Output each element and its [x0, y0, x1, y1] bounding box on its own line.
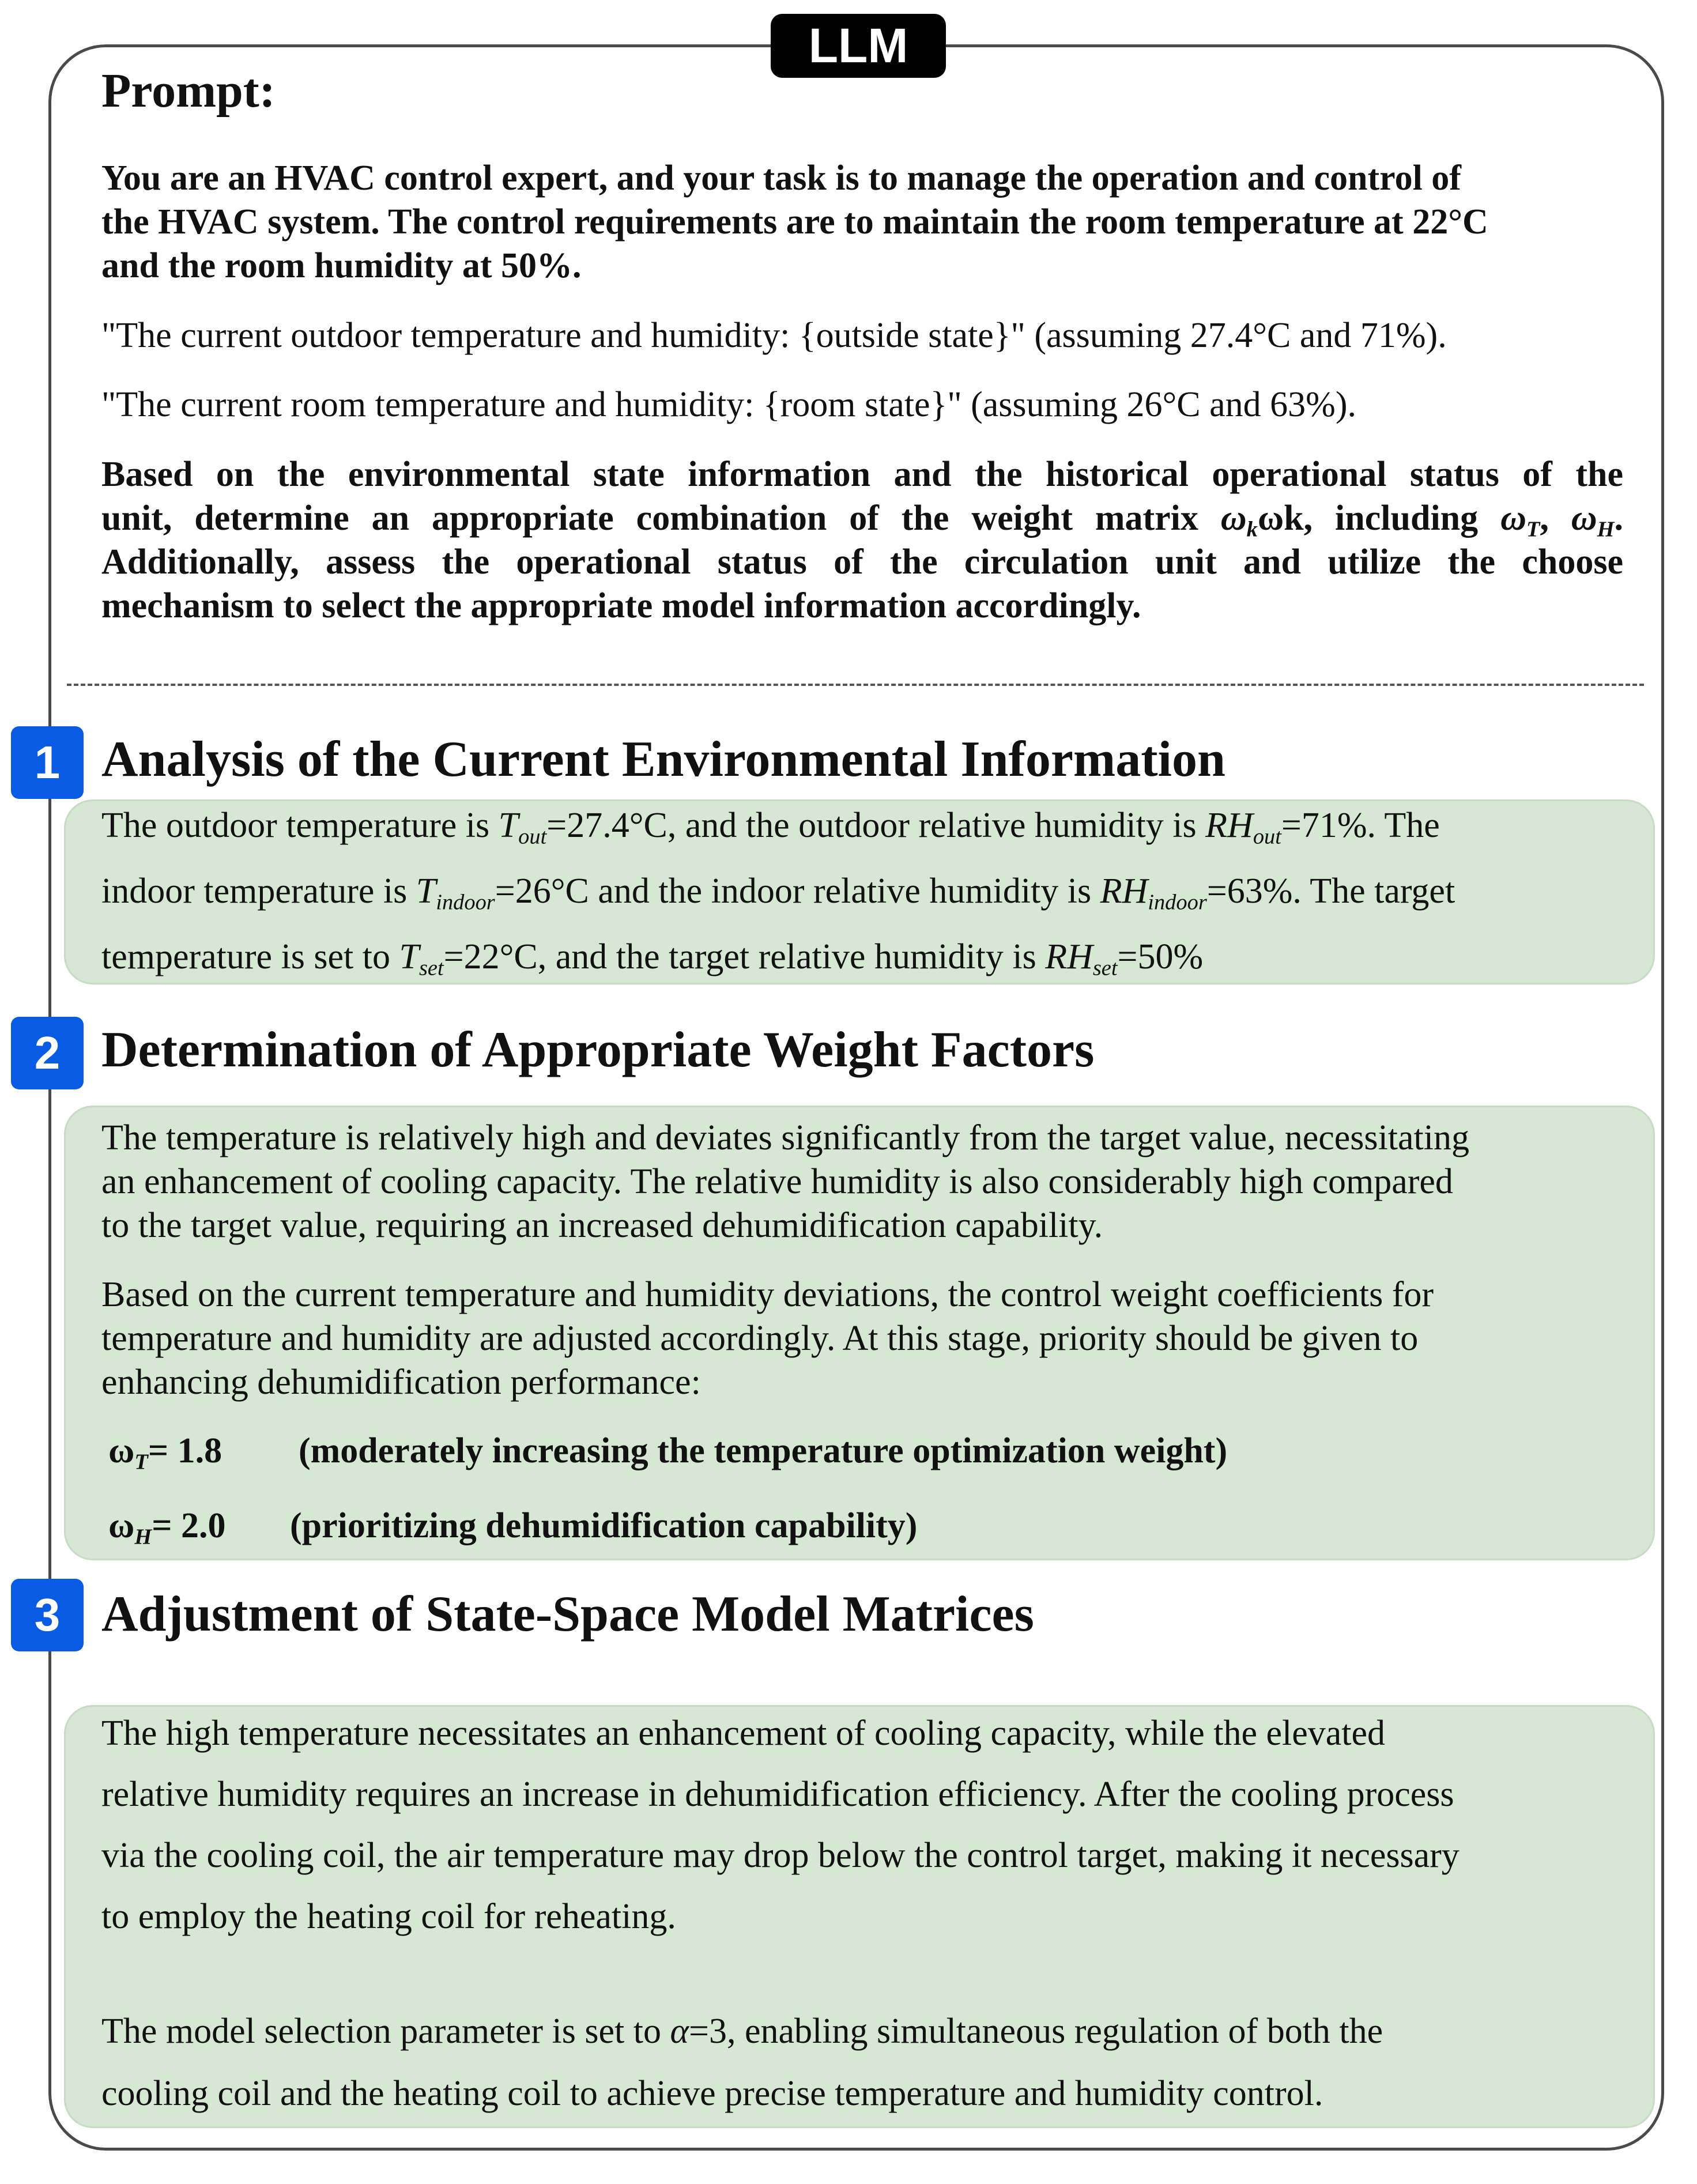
- text-segment: to the target value, requiring an increased dehumidification capability.: [101, 1206, 1103, 1245]
- text-segment: .: [1614, 499, 1624, 538]
- text-line: [101, 1273, 1623, 1317]
- math-symbol: ω: [1571, 499, 1597, 538]
- math-symbol: RH: [1205, 806, 1253, 845]
- step-badge-3: 3: [11, 1579, 84, 1651]
- text-segment: and the room humidity at 50%.: [101, 246, 582, 285]
- text-line: [101, 1317, 1623, 1360]
- text-line: [101, 383, 1623, 427]
- text-line: [101, 244, 1623, 288]
- text-segment: The model selection parameter is set to: [101, 2012, 670, 2051]
- text-line: [101, 2000, 1623, 2062]
- text-segment: The temperature is relatively high and deviates significantly from the target value, necessitating: [101, 1118, 1469, 1157]
- math-symbol: ω: [1220, 499, 1247, 538]
- text-segment: to employ the heating coil for reheating.: [101, 1897, 676, 1936]
- math-symbol: T: [498, 806, 519, 845]
- prompt-title: Prompt:: [101, 64, 276, 118]
- text-line: [101, 314, 1623, 357]
- text-line: [101, 793, 1623, 858]
- section-paragraph: [101, 1703, 1623, 1947]
- text-segment: indoor temperature is: [101, 872, 416, 911]
- text-segment: "The current room temperature and humidity: {room state}" (assuming 26°C and 63%).: [101, 385, 1356, 424]
- text-segment: via the cooling coil, the air temperature may drop below the control target, making it necessary: [101, 1836, 1460, 1875]
- text-segment: cooling coil and the heating coil to achieve precise temperature and humidity control.: [101, 2074, 1323, 2113]
- text-line: [101, 2062, 1623, 2125]
- text-segment: "The current outdoor temperature and humidity: {outside state}" (assuming 27.4°C and 71%).: [101, 316, 1447, 355]
- weight-note: (moderately increasing the temperature optimization weight): [299, 1431, 1228, 1470]
- section-paragraph: [101, 2000, 1623, 2125]
- text-segment: The outdoor temperature is: [101, 806, 499, 845]
- text-line: [101, 156, 1623, 200]
- llm-badge: LLM: [771, 14, 946, 78]
- math-symbol: α: [670, 2012, 689, 2051]
- text-line: [101, 1764, 1623, 1825]
- math-subscript: out: [518, 824, 547, 849]
- math-subscript: set: [418, 956, 444, 980]
- math-subscript: H: [1597, 517, 1615, 542]
- text-segment: Additionally, assess the operational status of the circulation unit and utilize the choose: [101, 542, 1623, 582]
- text-line: [101, 540, 1623, 584]
- math-subscript: out: [1253, 824, 1281, 849]
- text-segment: an enhancement of cooling capacity. The relative humidity is also considerably high compared: [101, 1162, 1453, 1201]
- text-segment: =26°C and the indoor relative humidity is: [495, 872, 1100, 911]
- math-subscript: set: [1092, 956, 1118, 980]
- math-symbol: RH: [1045, 937, 1093, 976]
- text-line: [101, 1160, 1623, 1204]
- text-line: [101, 1116, 1623, 1160]
- section-heading-3: Adjustment of State-Space Model Matrices: [101, 1586, 1034, 1642]
- text-segment: =63%. The target: [1206, 872, 1455, 911]
- text-segment: You are an HVAC control expert, and your task is to manage the operation and control of: [101, 159, 1461, 198]
- text-line: [101, 858, 1623, 924]
- text-line: [101, 496, 1623, 540]
- step-badge-2: 2: [11, 1017, 84, 1089]
- step-badge-1: 1: [11, 726, 84, 799]
- math-symbol: T: [399, 937, 419, 976]
- text-segment: the HVAC system. The control requirements are to maintain the room temperature at 22°C: [101, 202, 1488, 242]
- text-line: [101, 1886, 1623, 1947]
- prompt-paragraph: [101, 452, 1623, 628]
- section-heading-2: Determination of Appropriate Weight Factors: [101, 1022, 1095, 1078]
- weight-value: = 1.8: [148, 1431, 223, 1470]
- text-segment: temperature is set to: [101, 937, 399, 976]
- section-paragraph: [101, 1273, 1623, 1404]
- weight-list: [101, 1429, 1623, 1548]
- divider: [67, 684, 1644, 686]
- text-line: [101, 1204, 1623, 1247]
- section-paragraph: [101, 1116, 1623, 1247]
- prompt-paragraph: [101, 314, 1623, 357]
- math-subscript: indoor: [436, 890, 495, 915]
- weight-symbol: ω: [108, 1431, 135, 1470]
- text-segment: =50%: [1117, 937, 1204, 976]
- text-line: [101, 924, 1623, 990]
- text-segment: =27.4°C, and the outdoor relative humidity is: [546, 806, 1206, 845]
- text-line: [101, 1703, 1623, 1764]
- text-segment: enhancing dehumidification performance:: [101, 1363, 701, 1402]
- text-line: [101, 1825, 1623, 1886]
- text-segment: ,: [1540, 499, 1571, 538]
- section-heading-1: Analysis of the Current Environmental Information: [101, 731, 1225, 787]
- text-segment: Based on the current temperature and humidity deviations, the control weight coefficients for: [101, 1275, 1434, 1314]
- text-line: [101, 584, 1623, 628]
- text-segment: =71%. The: [1281, 806, 1440, 845]
- text-segment: ωk, including: [1257, 499, 1501, 538]
- math-subscript: k: [1246, 517, 1258, 542]
- text-segment: temperature and humidity are adjusted accordingly. At this stage, priority should be given to: [101, 1319, 1419, 1358]
- section-paragraph: [101, 793, 1623, 990]
- text-line: [101, 1360, 1623, 1404]
- text-segment: relative humidity requires an increase in dehumidification efficiency. After the cooling process: [101, 1775, 1454, 1814]
- text-segment: The high temperature necessitates an enhancement of cooling capacity, while the elevated: [101, 1714, 1386, 1753]
- text-segment: mechanism to select the appropriate model information accordingly.: [101, 586, 1141, 625]
- math-subscript: T: [1526, 517, 1540, 542]
- math-symbol: RH: [1100, 872, 1148, 911]
- text-line: [101, 452, 1623, 496]
- math-subscript: indoor: [1148, 890, 1207, 915]
- text-segment: =3, enabling simultaneous regulation of both the: [689, 2012, 1383, 2051]
- prompt-paragraph: [101, 156, 1623, 288]
- prompt-paragraph: [101, 383, 1623, 427]
- text-line: [101, 200, 1623, 244]
- text-segment: Based on the environmental state information and the historical operational status of the: [101, 455, 1623, 494]
- text-segment: unit, determine an appropriate combination of the weight matrix: [101, 499, 1221, 538]
- weight-row-humidity: $\omega_H= 2.0$ (prioritizing dehumidification capability): [108, 1506, 918, 1549]
- text-segment: =22°C, and the target relative humidity is: [443, 937, 1046, 976]
- weight-symbol: ω: [108, 1506, 135, 1545]
- weight-note: (prioritizing dehumidification capability): [290, 1506, 918, 1545]
- math-symbol: ω: [1500, 499, 1526, 538]
- math-symbol: T: [416, 872, 436, 911]
- weight-value: = 2.0: [152, 1506, 226, 1545]
- weight-row-temperature: $\omega_T= 1.8$ (moderately increasing the temperature optimization weight): [108, 1431, 1228, 1474]
